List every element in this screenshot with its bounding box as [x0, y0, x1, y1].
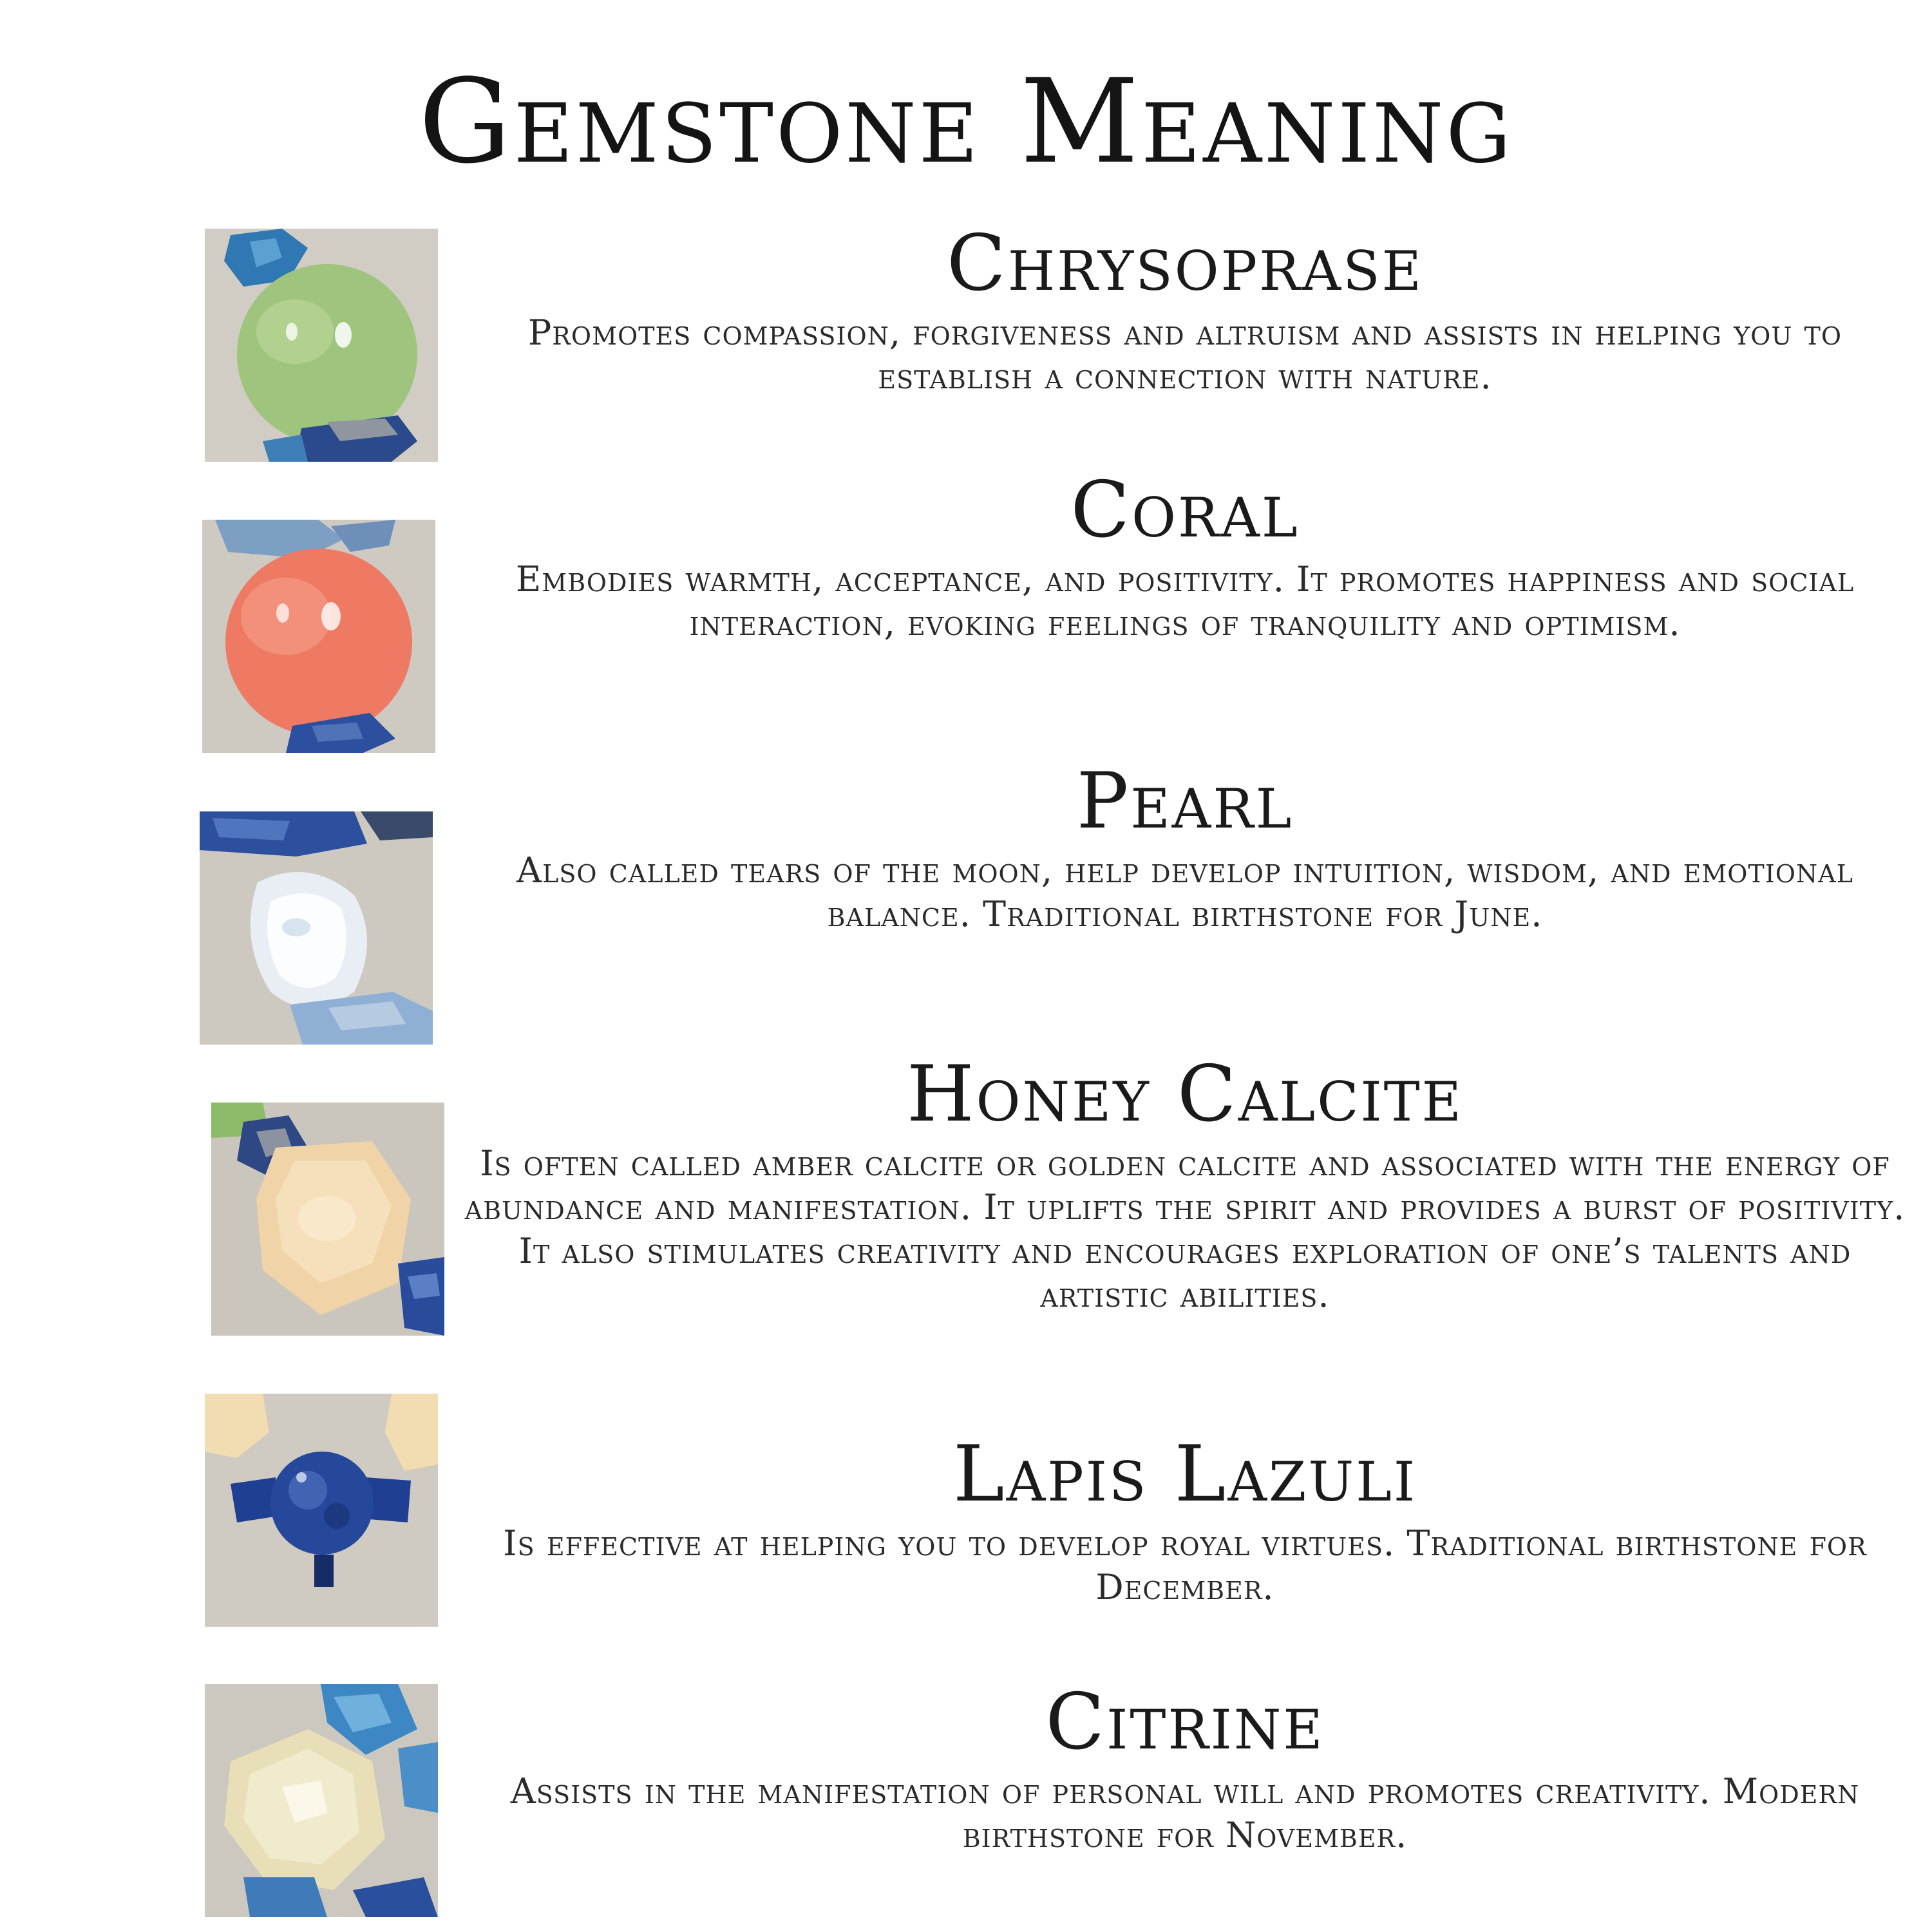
gem-name: Chrysoprase [947, 219, 1423, 308]
gem-entry-chrysoprase [464, 219, 1906, 399]
gem-entry-lapis-lazuli [464, 1430, 1906, 1609]
gem-name: Pearl [1076, 757, 1294, 846]
gem-name: Lapis Lazuli [952, 1430, 1417, 1519]
gem-description: Promotes compassion, forgiveness and altruism and assists in helping you to establish a connection with nature. [527, 312, 1842, 397]
gem-entry-citrine [464, 1678, 1906, 1857]
gem-description: Is often called amber calcite or golden calcite and associated with the energy of abundance and manifestation. It uplifts the spirit and provides a burst of positivity. It also stimulates creativity and encourages exploration of one’s talents and artistic abilities. [464, 1143, 1906, 1315]
green-bead-photo [205, 229, 438, 462]
gem-description: Embodies warmth, acceptance, and positivity. It promotes happiness and social interaction, evoking feelings of tranquility and optimism. [515, 559, 1855, 643]
gem-description: Also called tears of the moon, help develop intuition, wisdom, and emotional balance. Traditional birthstone for June. [516, 850, 1853, 934]
gem-name: Citrine [1045, 1678, 1325, 1767]
lapis-bead-photo [205, 1394, 438, 1627]
gem-entry-coral [464, 466, 1906, 645]
citrine-bead-photo [205, 1684, 438, 1917]
pearl-bead-photo [200, 811, 433, 1045]
honey-calcite-bead-photo [211, 1103, 444, 1336]
gem-name: Honey Calcite [907, 1050, 1463, 1139]
gem-entry-honey-calcite [464, 1050, 1906, 1317]
gem-description: Is effective at helping you to develop royal virtues. Traditional birthstone for December. [503, 1523, 1867, 1607]
gem-name: Coral [1070, 466, 1300, 555]
coral-bead-photo [202, 520, 435, 753]
page-title: Gemstone Meaning [418, 55, 1514, 189]
gem-entry-pearl [464, 757, 1906, 936]
gem-description: Assists in the manifestation of personal will and promotes creativity. Modern birthstone for November. [510, 1771, 1860, 1855]
